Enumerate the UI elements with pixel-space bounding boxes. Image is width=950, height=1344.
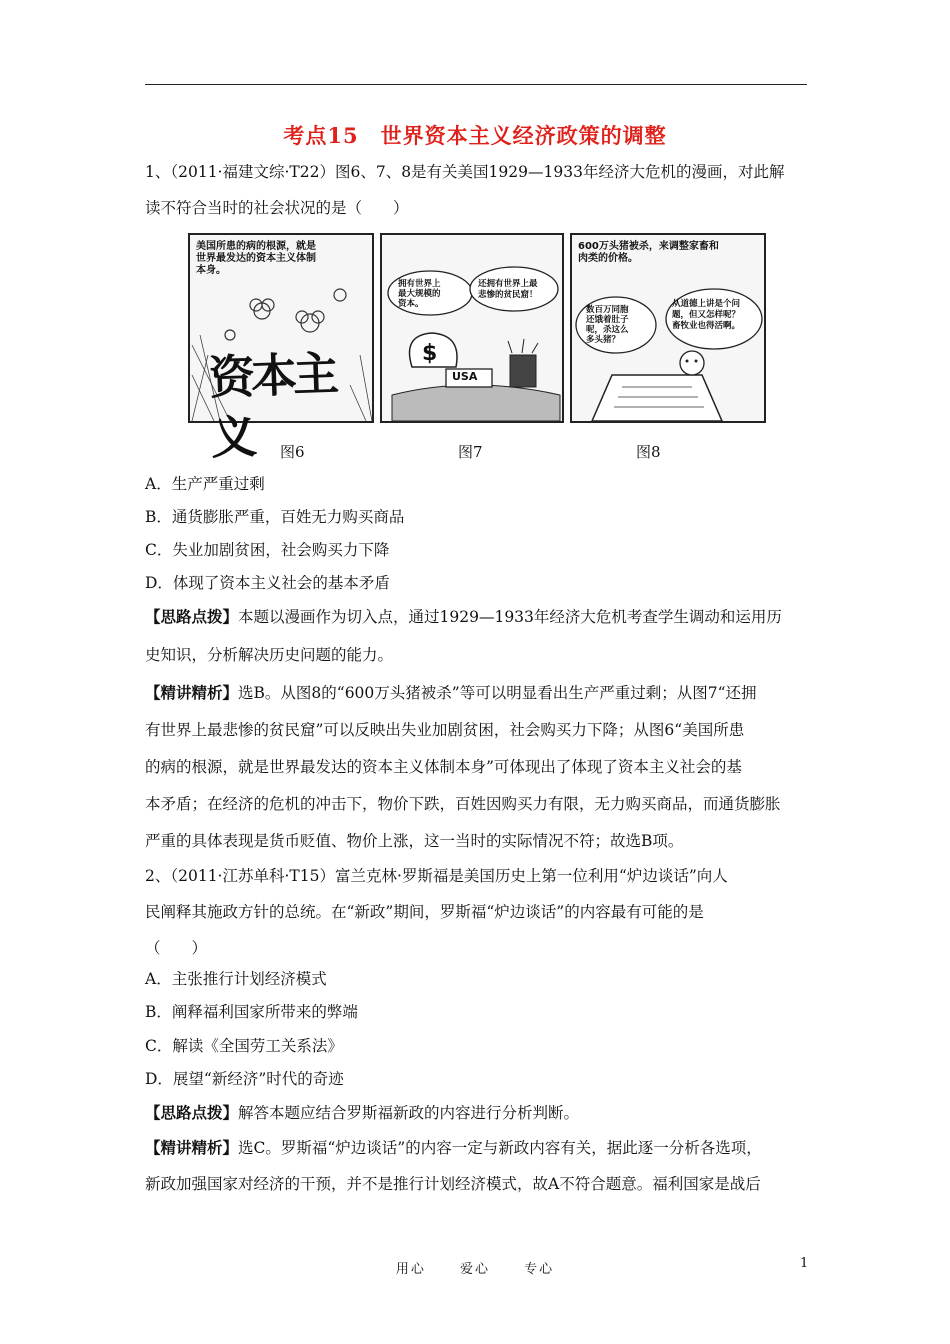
figure-caption-7: 图7 [458, 443, 483, 461]
panel7-bubble-line: 拥有世界上 [398, 279, 441, 289]
analysis-label: 【精讲精析】 [145, 683, 239, 702]
panel7-illustration [382, 235, 562, 421]
panel7-bubble-line: 悲惨的贫民窟！ [478, 290, 538, 300]
q2-hint [145, 1103, 810, 1123]
hint-label: 【思路点拨】 [145, 1103, 239, 1122]
page-number: 1 [800, 1256, 809, 1271]
header-rule [145, 84, 807, 85]
q1-analysis [145, 683, 810, 703]
q2-option-d: D．展望“新经济”时代的奇迹 [145, 1070, 344, 1088]
q2-option-b: B．阐释福利国家所带来的弊端 [145, 1003, 358, 1021]
footer-word: 用心 [395, 1262, 426, 1277]
figure-caption-8: 图8 [636, 443, 661, 461]
panel8-bubble-line: 数百万同胞 [586, 305, 629, 315]
q1-analysis-line3: 的病的根源，就是世界最发达的资本主义体制本身”可体现出了体现了资本主义社会的基 [145, 758, 742, 776]
footer-word: 爱心 [459, 1262, 490, 1277]
panel8-bubble-line: 还饿着肚子 [586, 315, 629, 325]
q2-stem-line3: （ ） [145, 939, 208, 957]
panel7-bubble-line: 还拥有世界上最 [478, 279, 538, 289]
q2-analysis [145, 1138, 810, 1158]
hint-text: 解答本题应结合罗斯福新政的内容进行分析判断。 [238, 1104, 580, 1122]
panel6-text-line: 美国所患的病的根源，就是 [196, 241, 316, 252]
panel7-bag-label: USA [452, 370, 478, 383]
q1-stem-line2: 读不符合当时的社会状况的是（ ） [145, 199, 409, 217]
analysis-text: 选C。罗斯福“炉边谈话”的内容一定与新政内容有关，据此逐一分析各选项， [238, 1139, 762, 1157]
q1-hint [145, 607, 810, 627]
q1-option-b: B．通货膨胀严重，百姓无力购买商品 [145, 508, 405, 526]
page-title: 考点15 世界资本主义经济政策的调整 [283, 123, 667, 148]
panel8-bubble-line: 从道德上讲是个问 [672, 299, 741, 309]
panel8-text-line: 600万头猪被杀，来调整家畜和 [578, 241, 719, 252]
figure-caption-6: 图6 [280, 443, 305, 461]
panel8-bubble-line: 呢，杀这么 [586, 325, 629, 335]
q2-analysis-line2: 新政加强国家对经济的干预，并不是推行计划经济模式，故A不符合题意。福利国家是战后 [145, 1175, 761, 1193]
q2-option-a: A．主张推行计划经济模式 [145, 970, 327, 988]
analysis-label: 【精讲精析】 [145, 1138, 239, 1157]
panel8-bubble-line: 畜牧业也得活啊。 [672, 321, 741, 331]
q2-stem-line2: 民阐释其施政方针的总统。在“新政”期间，罗斯福“炉边谈话”的内容最有可能的是 [145, 903, 704, 921]
panel8-bubble-line: 多头猪？ [586, 335, 621, 345]
comic-panel-8 [570, 233, 766, 423]
q2-stem-line1: 2、（2011·江苏单科·T15）富兰克林·罗斯福是美国历史上第一位利用“炉边谈话”向人 [145, 867, 728, 885]
q1-analysis-line2: 有世界上最悲惨的贫民窟”可以反映出失业加剧贫困，社会购买力下降；从图6“美国所患 [145, 721, 745, 739]
q1-option-d: D．体现了资本主义社会的基本矛盾 [145, 574, 390, 592]
panel8-bubble-line: 题，但又怎样呢？ [672, 310, 741, 320]
comic-panel-7 [380, 233, 564, 423]
q1-hint-line2: 史知识，分析解决历史问题的能力。 [145, 646, 394, 664]
analysis-text: 选B。从图8的“600万头猪被杀”等可以明显看出生产严重过剩；从图7“还拥 [238, 684, 757, 702]
panel6-big-text: 资本主义 [208, 346, 336, 465]
q1-stem-line1: 1、（2011·福建文综·T22）图6、7、8是有关美国1929—1933年经济大危机的漫画，对此解 [145, 163, 785, 181]
panel7-bubble-line: 最大规模的 [398, 289, 441, 299]
panel8-text-line: 肉类的价格。 [578, 253, 638, 264]
q1-option-a: A．生产严重过剩 [145, 475, 265, 493]
hint-text: 本题以漫画作为切入点，通过1929—1933年经济大危机考查学生调动和运用历 [238, 608, 782, 626]
hint-label: 【思路点拨】 [145, 607, 239, 626]
panel6-text-line: 本身。 [196, 265, 226, 276]
svg-text:$: $ [422, 341, 438, 366]
q2-option-c: C．解读《全国劳工关系法》 [145, 1037, 343, 1055]
q1-option-c: C．失业加剧贫困，社会购买力下降 [145, 541, 390, 559]
panel6-text-line: 世界最发达的资本主义体制 [196, 253, 316, 264]
q1-analysis-line4: 本矛盾；在经济的危机的冲击下，物价下跌，百姓因购买力有限，无力购买商品，而通货膨胀 [145, 795, 781, 813]
q1-analysis-line5: 严重的具体表现是货币贬值、物价上涨，这一当时的实际情况不符；故选B项。 [145, 832, 684, 850]
panel7-bubble-line: 资本。 [398, 299, 424, 309]
footer-word: 专心 [524, 1262, 555, 1277]
